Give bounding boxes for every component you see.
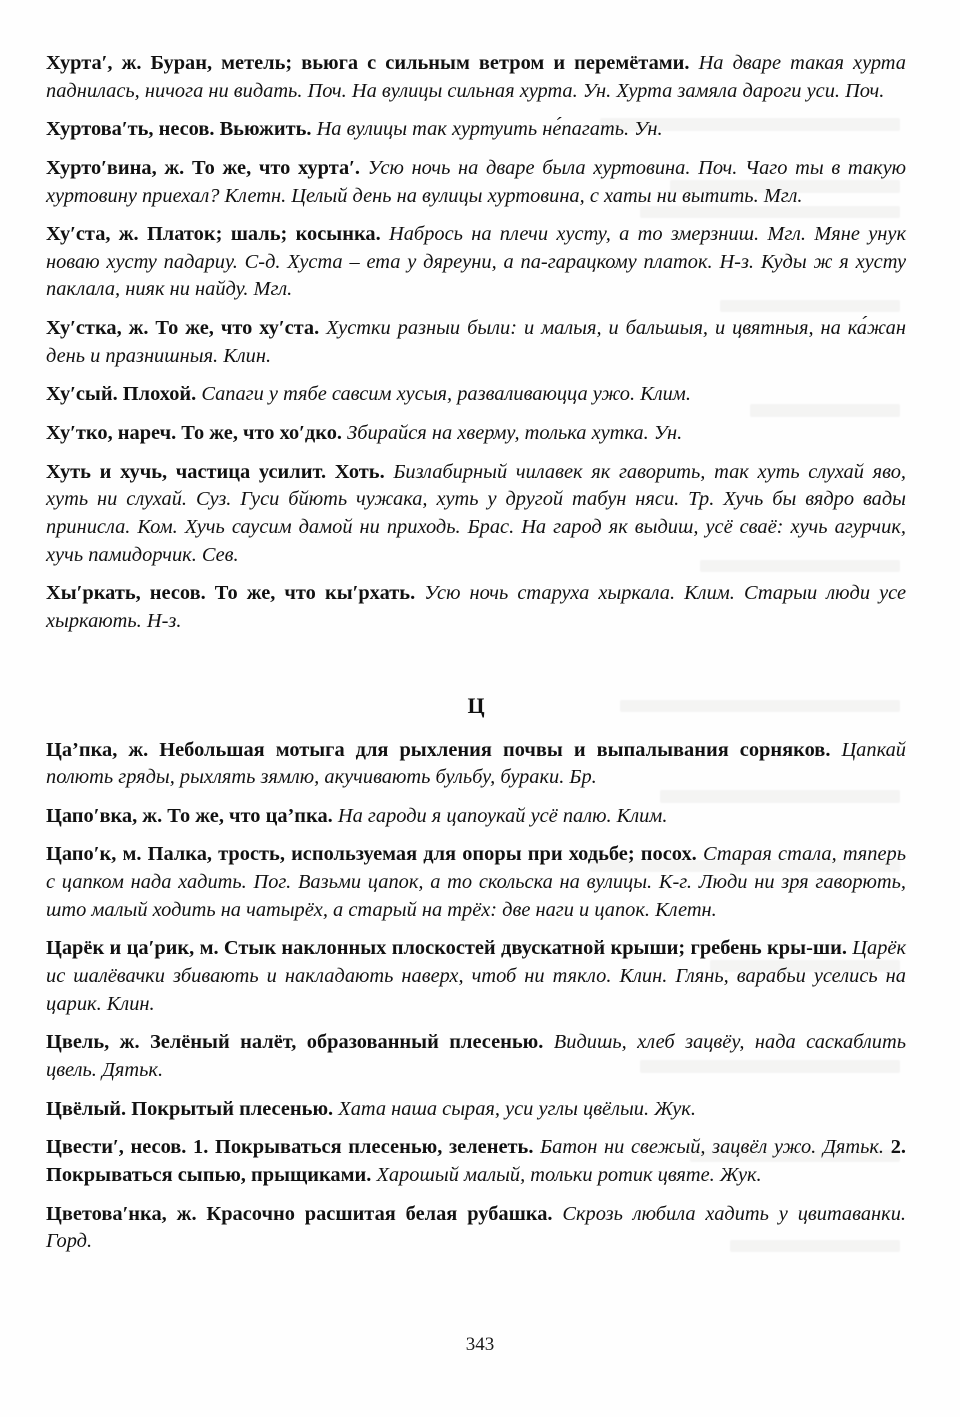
entry-examples: Сапаги у тябе савсим хусыя, разваливаюцца ужо. Клим.	[201, 383, 691, 406]
dictionary-entry	[46, 221, 906, 304]
entry-headword: Ца’пка, ж. Небольшая мотыга для рыхления почвы и выпалывания сорняков.	[46, 738, 831, 761]
dictionary-entry	[46, 1134, 906, 1189]
entry-headword: Хуть и хучь, частица усилит. Хоть.	[46, 460, 385, 483]
entry-source: Жук.	[719, 1163, 762, 1186]
entry-headword: Царёк и ца′рик, м. Стык наклонных плоскостей двускатной крыши; гребень кры-ши.	[46, 937, 847, 960]
entry-headword: Цветова′нка, ж. Красочно расшитая белая рубашка.	[46, 1202, 553, 1225]
entry-examples: Хата наша сырая, уси углы цвёлыи. Жук.	[338, 1097, 696, 1120]
entry-headword: Хурто′вина, ж. То же, что хурта′.	[46, 156, 360, 179]
entry-source: Дятьк.	[822, 1136, 885, 1159]
entry-headword: Цвель, ж. Зелёный налёт, образованный плесенью.	[46, 1031, 544, 1054]
entry-examples: Видишь, хлеб зацвёу, нада саскаблить цвель. Дятьк.	[46, 1031, 906, 1081]
entry-examples: Хустки разныи были: и малыя, и бальшыя, и цвятныя, на ка́жан день и празнишныя. Клин.	[46, 317, 906, 367]
entry-examples: Усю ночь на дваре была хуртовина. Поч. Чаго ты в такую хуртовину приехал? Клетн. Целый день на вулицы хуртовина, с хаты ни вытить. Мгл.	[46, 156, 906, 207]
dictionary-entry	[46, 580, 906, 635]
entry-headword: Ху′тко, нареч. То же, что хо′дко.	[46, 422, 343, 445]
entry-examples: На дваре такая хурта паднилась, ничога ни видать. Поч. На вулицы сильная хурта. Ун. Хурта замяла дароги уси. Поч.	[46, 52, 906, 102]
section-spacer-below	[46, 719, 906, 737]
section-spacer-above	[46, 647, 906, 693]
dictionary-entry	[46, 315, 906, 370]
entry-headword: Ху′ста, ж. Платок; шаль; косынка.	[46, 223, 381, 246]
entry-headword: Ху′стка, ж. То же, что ху′ста.	[46, 317, 320, 340]
entry-headword: Хуртова′ть, несов. Вьюжить.	[46, 118, 312, 141]
entry-headword: Цапо′вка, ж. То же, что ца’пка.	[46, 804, 333, 827]
section-letter-heading: Ц	[467, 692, 485, 718]
page-number: 343	[465, 1334, 495, 1355]
dictionary-entries	[46, 50, 906, 1256]
dictionary-entry	[46, 116, 906, 144]
dictionary-entry	[46, 1201, 906, 1256]
entry-examples: Старая стала, тяперь с цапком нада хадить. Пог. Вазьми цапок, а то скольска на вулицы. К-г. Люди ни зря гаворють, што малый ходить на чатырёх, а старый на трёх: две наги и цапок. Клетн.	[46, 843, 906, 921]
entry-headword: Ху′сый. Плохой.	[46, 383, 197, 406]
entry-examples: На вулицы так хуртуить не́пагать. Ун.	[316, 118, 663, 141]
dictionary-entry	[46, 1029, 906, 1084]
entry-examples: Царёк ис шалёвачки збивають и накладають наверх, чтоб ни тякло. Клин. Глянь, варабьи уселись на царик. Клин.	[46, 937, 906, 1015]
entry-examples: На гароди я цапоукай усё палю. Клим.	[337, 804, 668, 827]
dictionary-entry	[46, 803, 906, 831]
dictionary-entry	[46, 737, 906, 792]
entry-sense-2-definition: 2. Покрываться сыпью, прыщиками.	[46, 1136, 906, 1186]
entry-headword: Цвёлый. Покрытый плесенью.	[46, 1097, 334, 1120]
entry-examples: Скрозь любила хадить у цвитаванки. Горд.	[46, 1202, 906, 1253]
entry-headword: Хурта′, ж. Буран, метель; вьюга с сильным ветром и перемётами.	[46, 52, 690, 74]
dictionary-entry	[46, 50, 906, 105]
entry-headword: Цвести′, несов. 1. Покрываться плесенью, зеленеть.	[46, 1136, 534, 1159]
dictionary-entry	[46, 935, 906, 1018]
dictionary-entry	[46, 420, 906, 448]
entry-headword: Цапо′к, м. Палка, трость, используемая для опоры при ходьбе; посох.	[46, 843, 697, 866]
entry-examples: Набрось на плечи хусту, а то змерзниш. Мгл. Мяне унук новаю хусту падариу. С-д. Хуста – ета у дяреуни, а па-гарацкому платок. Н-з. Куды ж я хусту паклала, нияк ни найду. Мгл.	[46, 223, 906, 301]
dictionary-entry	[46, 1096, 906, 1124]
entry-examples: Усю ночь старуха хыркала. Клим. Старыи люди усе хыркають. Н-з.	[46, 582, 906, 632]
entry-headword: Хы′ркать, несов. То же, что кы′рхать.	[46, 582, 416, 605]
entry-examples: Цапкай полють гряды, рыхлять зямлю, акучивають бульбу, бураки. Бр.	[46, 738, 906, 789]
dictionary-entry	[46, 459, 906, 570]
entry-examples: Батон ни свежый, зацвёл ужо.	[540, 1136, 817, 1159]
dictionary-entry	[46, 381, 906, 409]
dictionary-entry	[46, 155, 906, 210]
entry-examples: Бизлабирный чилавек як гаворить, так хуть слухай яво, хуть ни слухай. Суз. Гуси бйють чужака, хуть у другой табун няси. Тр. Хучь бы вядро вады принисла. Ком. Хучь саусим дамой ни приходь. Брас. На гарод як выдиш, усё сваё: хучь агурчик, хучь памидорчик. Сев.	[46, 460, 906, 566]
entry-examples: Збирайся на хверму, толька хутка. Ун.	[347, 422, 683, 445]
dictionary-entry	[46, 841, 906, 924]
entry-sense-2-example: Харошый малый, тольки ротик цвяте.	[376, 1163, 715, 1186]
